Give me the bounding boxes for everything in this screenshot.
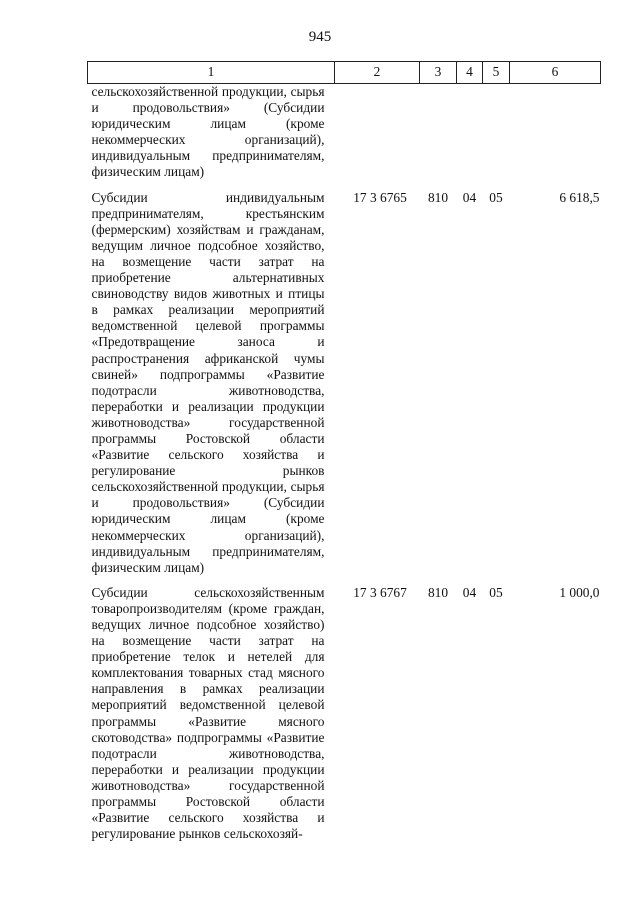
column-header-4: 4: [457, 62, 483, 84]
row-code: [335, 84, 420, 190]
column-header-3: 3: [420, 62, 457, 84]
row-description: Субсидии сельскохозяйственным товаропроизводителям (кроме граждан, ведущих личное подсобное хозяйство) на возмещение части затрат на приобретение телок и нетелей для комплектования товарных стад мясного направления в рамках реализации мероприятий ведомственной целевой программы «Развитие мясного скотоводства» подпрограммы «Развитие подотрасли животноводства, переработки и реализации продукции животноводства» государственной программы Ростовской области «Развитие сельского хозяйства и регулирование рынков сельскохозяй-: [91, 584, 325, 842]
budget-table: [87, 61, 601, 851]
row-vr: 810: [427, 584, 449, 600]
row-amount: 6 618,5: [559, 189, 600, 205]
table-row: [88, 84, 601, 190]
page-number: 945: [308, 29, 332, 45]
row-description: Субсидии индивидуальным предпринимателям, крестьянским (фермерским) хозяйствам и гражданам, ведущим личное подсобное хозяйство, на возмещение части затрат на приобретение альтернативных свиноводству видов животных и птицы в рамках реализации мероприятий ведомственной целевой программы «Предотвращение заноса и распространения африканской чумы свиней» подпрограммы «Развитие подотрасли животноводства, переработки и реализации продукции животноводства» государственной программы Ростовской области «Развитие сельского хозяйства и регулирование рынков сельскохозяйственной продукции, сырья и продовольствия» (Субсидии юридическим лицам (кроме некоммерческих организаций), индивидуальным предпринимателям, физическим лицам): [91, 189, 325, 575]
row-amount: 1 000,0: [559, 584, 600, 600]
row-pr: [483, 84, 510, 190]
row-amount: [510, 84, 601, 190]
row-vr: 810: [427, 189, 449, 205]
row-rz: 04: [462, 189, 477, 205]
table-header-row: [88, 62, 601, 84]
row-code: 17 3 6767: [353, 584, 407, 600]
column-header-6: 6: [510, 62, 601, 84]
table-row: [88, 190, 601, 585]
column-header-1: 1: [88, 62, 335, 84]
row-pr: 05: [489, 189, 503, 205]
row-code: 17 3 6765: [353, 189, 407, 205]
table-row: [88, 585, 601, 852]
column-header-2: 2: [335, 62, 420, 84]
row-pr: 05: [489, 584, 503, 600]
row-rz: [457, 84, 483, 190]
column-header-5: 5: [483, 62, 510, 84]
row-description: сельскохозяйственной продукции, сырья и продовольствия» (Субсидии юридическим лицам (кроме некоммерческих организаций), индивидуальным предпринимателям, физическим лицам): [91, 84, 325, 180]
row-rz: 04: [462, 584, 477, 600]
row-vr: [420, 84, 457, 190]
